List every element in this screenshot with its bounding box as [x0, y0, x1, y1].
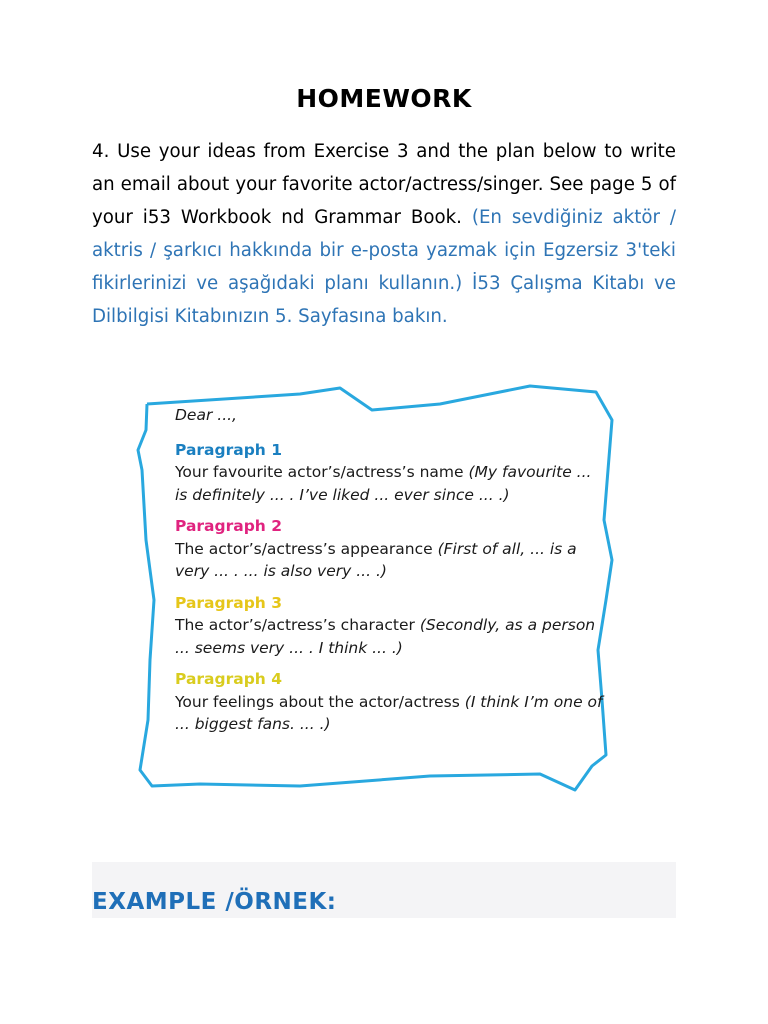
plan-greeting: Dear ..., — [175, 406, 237, 424]
example-heading: EXAMPLE /ÖRNEK: — [92, 889, 337, 915]
paragraph-2-heading: Paragraph 2 — [175, 517, 283, 535]
paragraph-1-text: Your favourite actor’s/actress’s name — [175, 463, 464, 481]
paragraph-1-example: (My favourite ... is definitely ... . I’ve liked ... ever since ... .) — [175, 463, 592, 504]
paragraph-4-heading: Paragraph 4 — [175, 670, 283, 688]
paragraph-2-example: (First of all, ... is a very ... . ... is also very ... .) — [175, 539, 577, 580]
paragraph-1-body — [175, 461, 605, 506]
paragraph-4-body — [175, 691, 605, 736]
paragraph-2-body — [175, 538, 605, 583]
instructions-english: 4. Use your ideas from Exercise 3 and the plan below to write an email about your favorite actor/actress/singer. See page 5 of your i53 Workbook nd Grammar Book. — [92, 141, 676, 228]
paragraph-1-heading: Paragraph 1 — [175, 440, 283, 459]
paragraph-4-text: Your feelings about the actor/actress — [175, 692, 460, 711]
instructions-turkish: (En sevdiğiniz aktör / aktris / şarkıcı hakkında bir e-posta yazmak için Egzersiz 3'teki fikirlerinizi ve aşağıdaki planı kullanın.) İ53 Çalışma Kitabı ve Dilbilgisi Kitabınızın 5. Sayfasına bakın. — [92, 207, 676, 327]
paragraph-3-example: (Secondly, as a person ... seems very ... . I think ... .) — [175, 616, 596, 657]
email-plan — [175, 404, 605, 745]
paragraph-4-example: (I think I’m one of ... biggest fans. ... .) — [175, 692, 603, 733]
page-title: HOMEWORK — [296, 84, 472, 113]
paragraph-3-heading: Paragraph 3 — [175, 593, 283, 612]
paragraph-3-text: The actor’s/actress’s character — [175, 616, 415, 634]
paragraph-2-text: The actor’s/actress’s appearance — [175, 539, 433, 558]
paragraph-3-body — [175, 614, 605, 659]
